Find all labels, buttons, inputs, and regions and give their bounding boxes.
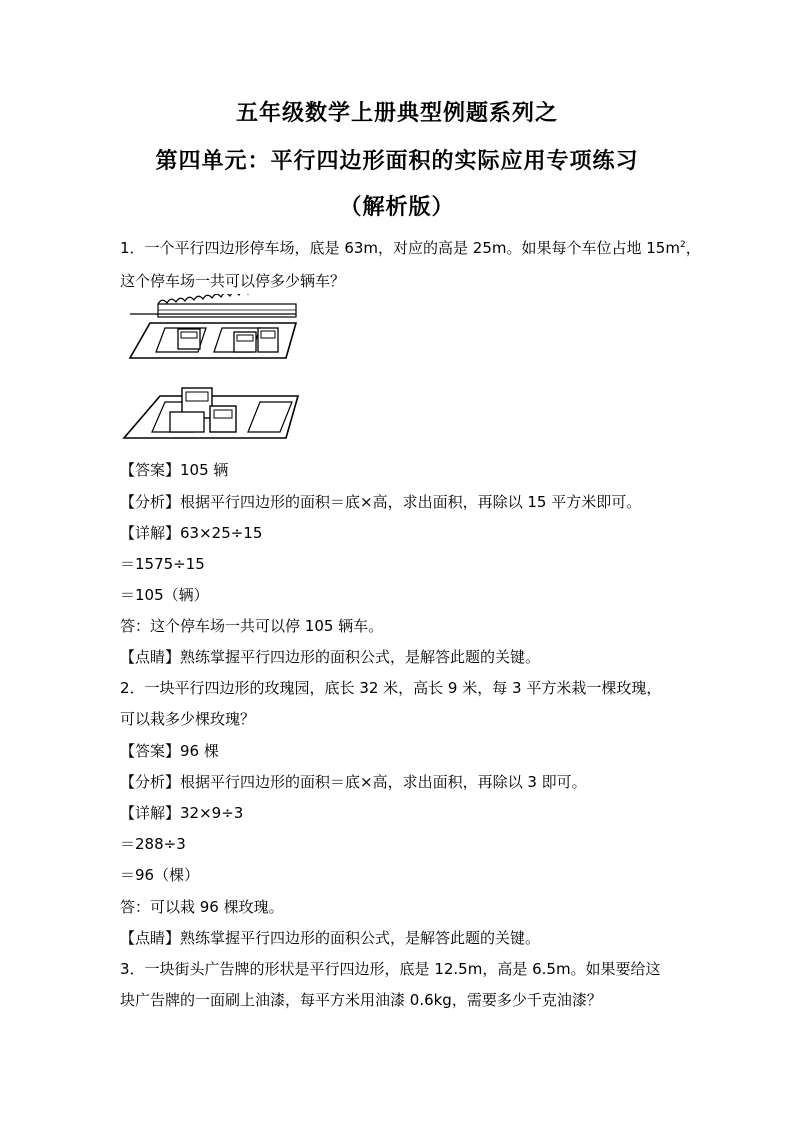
q2-step-1: ＝288÷3 [120,835,186,853]
title-line-2: 第四单元：平行四边形面积的实际应用专项练习 [155,149,639,174]
q1-answer: 【答案】105 辆 [120,461,229,479]
q1-analysis: 【分析】根据平行四边形的面积＝底×高，求出面积，再除以 15 平方米即可。 [120,493,642,511]
q2-step-2: ＝96（棵） [120,866,200,884]
q2-comment: 【点睛】熟练掌握平行四边形的面积公式，是解答此题的关键。 [120,929,541,947]
q1-question-line-1: 1．一个平行四边形停车场，底是 63m，对应的高是 25m。如果每个车位占地 $15m^2$， [120,239,701,257]
q2-analysis: 【分析】根据平行四边形的面积＝底×高，求出面积，再除以 3 即可。 [120,773,587,791]
q1-question-line-2: 这个停车场一共可以停多少辆车？ [120,272,346,290]
q2-question-line-2: 可以栽多少棵玫瑰？ [120,710,256,728]
q3-question-line-2: 块广告牌的一面刷上油漆，每平方米用油漆 0.6kg，需要多少千克油漆？ [120,991,602,1009]
title-line-1: 五年级数学上册典型例题系列之 [235,101,558,126]
q1-step-1: ＝1575÷15 [120,555,205,573]
q1-step-2: ＝105（辆） [120,586,209,604]
q2-answer: 【答案】96 棵 [120,742,219,760]
q1-detail: 【详解】63×25÷15 [120,524,263,542]
q1-superscript: 2 [679,240,686,250]
q3-question-line-1: 3．一块街头广告牌的形状是平行四边形，底是 12.5m，高是 6.5m。如果要给这 [120,960,661,978]
q2-detail: 【详解】32×9÷3 [120,804,244,822]
q1-reply: 答：这个停车场一共可以停 105 辆车。 [120,617,384,635]
q2-question-line-1: 2．一块平行四边形的玫瑰园，底长 32 米，高长 9 米，每 3 平方米栽一棵玫瑰， [120,679,662,697]
title-line-3: （解析版） [339,195,455,220]
q2-reply: 答：可以栽 96 棵玫瑰。 [120,898,284,916]
q1-comment: 【点睛】熟练掌握平行四边形的面积公式，是解答此题的关键。 [120,648,541,666]
parking-lot-illustration [120,294,420,444]
